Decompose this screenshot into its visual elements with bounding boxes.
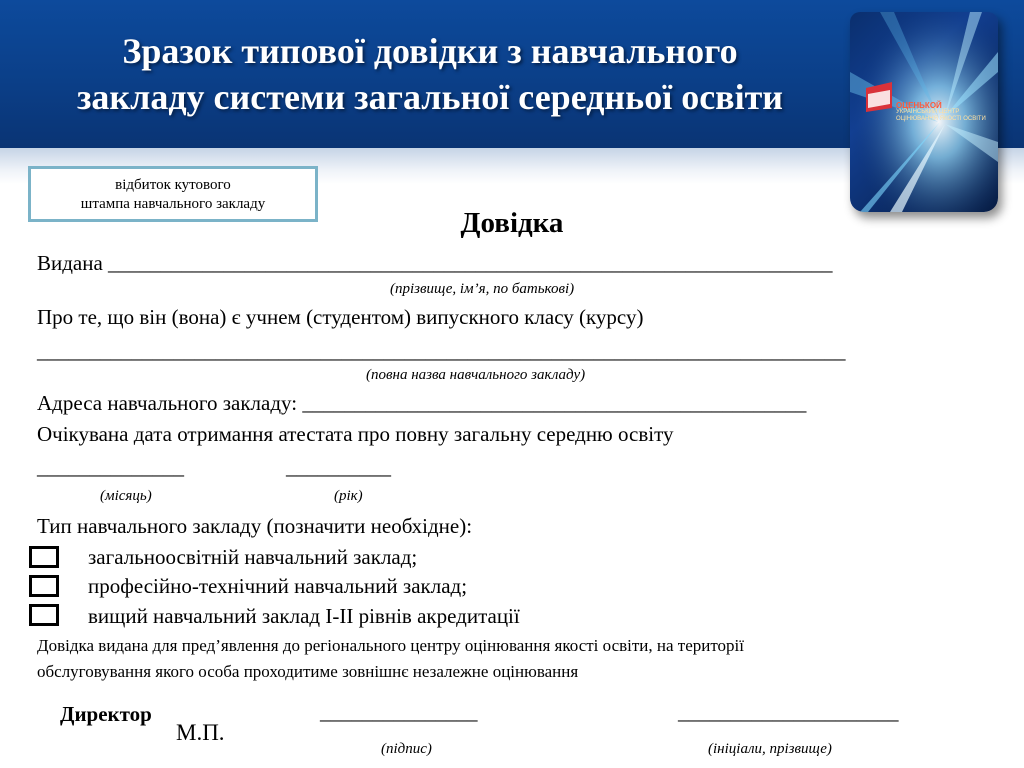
ucoyo-logo: [850, 12, 998, 212]
expected-date-line: Очікувана дата отримання атестата про повну загальну середню освіту: [37, 422, 674, 446]
logo-caption: [896, 102, 996, 123]
school-name-blank: _____________________________________________________________________________: [37, 339, 846, 363]
logo-subtitle: УКРАЇНСЬКИЙ ЦЕНТР ОЦІНЮВАННЯ ЯКОСТІ ОСВІТИ: [896, 109, 986, 122]
year-blank: __________: [286, 455, 391, 479]
checkbox-general-school[interactable]: [29, 546, 59, 568]
school-address-line: Адреса навчального закладу: ________________________________________________: [37, 391, 807, 415]
issued-to-note: (прізвище, ім’я, по батькові): [390, 281, 575, 297]
stamp-line-2: штампа навчального закладу: [80, 196, 266, 212]
option-general-school: загальноосвітній навчальний заклад;: [88, 545, 418, 569]
signature-note: (підпис): [381, 741, 432, 757]
director-label: Директор: [60, 702, 152, 726]
purpose-line-1: Довідка видана для пред’явлення до регіонального центру оцінювання якості освіти, на території: [37, 636, 745, 655]
checkbox-higher-school[interactable]: [29, 604, 59, 626]
slide-title: [20, 28, 840, 120]
month-note: (місяць): [100, 488, 152, 504]
school-name-note: (повна назва навчального закладу): [366, 367, 586, 383]
name-blank: _____________________: [678, 700, 899, 724]
option-vocational-school: професійно-технічний навчальний заклад;: [88, 574, 468, 598]
signature-blank: _______________: [320, 700, 478, 724]
purpose-line-2: обслуговування якого особа проходитиме зовнішнє незалежне оцінювання: [37, 662, 579, 681]
logo-brand: ОЦЕНЬКОЙ: [896, 101, 942, 110]
checkbox-vocational-school[interactable]: [29, 575, 59, 597]
document-heading: Довідка: [460, 207, 564, 239]
slide-title-line-2: закладу системи загальної середньої освіти: [76, 77, 784, 117]
option-higher-school: вищий навчальний заклад І-ІІ рівнів акредитації: [88, 604, 520, 628]
slide-title-line-1: Зразок типової довідки з навчального: [122, 31, 738, 71]
student-status-line: Про те, що він (вона) є учнем (студентом) випускного класу (курсу): [37, 305, 644, 329]
name-note: (ініціали, прізвище): [708, 741, 832, 757]
issued-to-line: Видана _____________________________________________________________________: [37, 251, 833, 275]
year-note: (рік): [334, 488, 363, 504]
seal-label: М.П.: [176, 720, 225, 745]
stamp-line-1: відбиток кутового: [115, 177, 231, 193]
month-blank: ______________: [37, 455, 184, 479]
school-type-label: Тип навчального закладу (позначити необхідне):: [37, 514, 473, 538]
